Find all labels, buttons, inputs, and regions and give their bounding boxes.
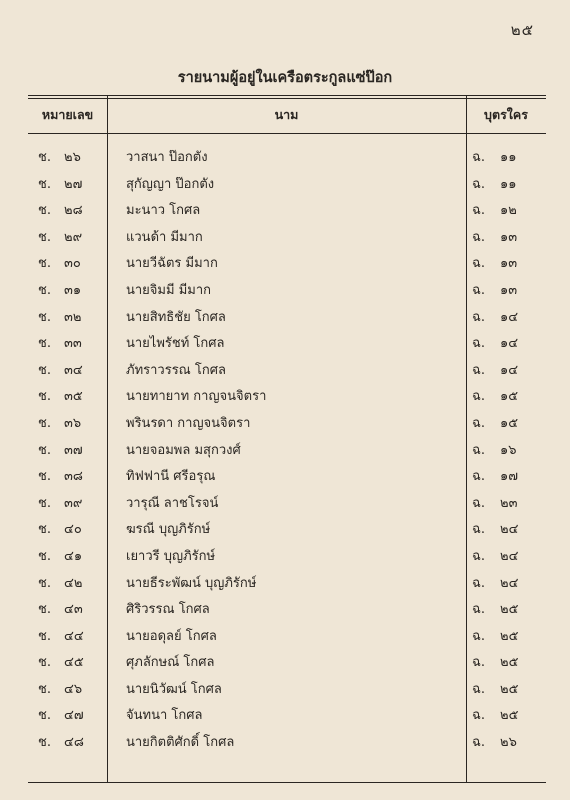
row-parent-number: ๑๑ (500, 150, 517, 165)
table-header-rule (28, 133, 546, 134)
row-parent-number: ๑๔ (500, 309, 519, 325)
row-name: นายจอมพล มสุกวงศ์ (126, 442, 241, 458)
row-prefix: ช. (38, 442, 51, 458)
row-name: ภัทราวรรณ โกศล (126, 362, 226, 378)
row-number: ๔๒ (64, 575, 83, 591)
row-number: ๓๘ (64, 469, 83, 485)
row-parent-number: ๒๕ (500, 655, 519, 671)
row-name: นายอดุลย์ โกศล (126, 628, 217, 644)
row-number: ๓๔ (64, 362, 83, 378)
row-number: ๓๙ (64, 495, 83, 511)
table-row (28, 146, 546, 173)
row-number: ๓๕ (64, 389, 83, 405)
row-name: ทิฟฟานี ศรีอรุณ (126, 469, 216, 485)
row-prefix: ช. (38, 256, 51, 272)
row-number: ๓๑ (64, 282, 82, 298)
row-prefix: ช. (38, 735, 51, 751)
row-parent-number: ๒๓ (500, 495, 518, 511)
row-parent-number: ๑๖ (500, 442, 517, 458)
row-name: นายธีระพัฒน์ บุญภิรักษ์ (126, 575, 257, 591)
row-prefix: ช. (38, 336, 51, 352)
row-prefix: ช. (38, 495, 51, 511)
row-number: ๔๘ (64, 735, 84, 751)
page-number: ๒๕ (510, 21, 534, 39)
row-parent-prefix: ฉ. (472, 282, 485, 298)
header-name: นาม (274, 107, 299, 122)
row-parent-prefix: ฉ. (472, 735, 485, 751)
table-row (28, 359, 546, 386)
table-row (28, 252, 546, 279)
row-parent-prefix: ฉ. (472, 309, 485, 325)
row-number: ๔๖ (64, 681, 83, 697)
row-number: ๒๖ (64, 150, 81, 165)
row-prefix: ช. (38, 389, 51, 405)
table-row (28, 731, 546, 758)
table-row (28, 332, 546, 359)
row-parent-number: ๑๕ (500, 415, 519, 431)
row-parent-number: ๒๔ (500, 522, 519, 538)
row-parent-prefix: ฉ. (472, 389, 485, 405)
table-row (28, 465, 546, 492)
row-number: ๓๓ (64, 336, 82, 352)
row-parent-prefix: ฉ. (472, 522, 485, 538)
table-body (28, 146, 546, 758)
row-parent-prefix: ฉ. (472, 628, 485, 644)
row-parent-prefix: ฉ. (472, 415, 485, 431)
row-name: นายจิมมี มีมาก (126, 282, 212, 298)
table-row (28, 651, 546, 678)
row-number: ๔๗ (64, 708, 84, 724)
row-name: วารุณี ลาชโรจน์ (126, 495, 219, 511)
row-parent-prefix: ฉ. (472, 336, 485, 352)
row-name: ศุภลักษณ์ โกศล (126, 655, 215, 671)
table-row (28, 545, 546, 572)
table-row (28, 704, 546, 731)
row-parent-prefix: ฉ. (472, 203, 485, 219)
row-name: นายสิทธิชัย โกศล (126, 309, 226, 325)
table-row (28, 678, 546, 705)
header-child-of: บุตรใคร (484, 107, 528, 122)
row-number: ๔๐ (64, 522, 82, 538)
row-name: นายไพรัชท์ โกศล (126, 336, 225, 352)
table-row (28, 385, 546, 412)
row-parent-number: ๑๗ (500, 469, 519, 485)
row-parent-number: ๒๕ (500, 708, 519, 724)
row-name: จันทนา โกศล (126, 708, 203, 724)
row-parent-number: ๒๕ (500, 681, 519, 697)
table-row (28, 492, 546, 519)
row-name: วาสนา ป๊อกตัง (126, 150, 208, 165)
header-number: หมายเลข (41, 107, 94, 122)
row-name: พรินรดา กาญจนจิตรา (126, 415, 251, 431)
row-prefix: ช. (38, 176, 51, 192)
row-prefix: ช. (38, 522, 51, 538)
row-parent-number: ๑๔ (500, 336, 519, 352)
table-row (28, 199, 546, 226)
table-row (28, 306, 546, 333)
row-parent-prefix: ฉ. (472, 655, 485, 671)
row-prefix: ช. (38, 469, 51, 485)
row-parent-number: ๒๔ (500, 548, 519, 564)
table-row (28, 572, 546, 599)
table-row (28, 598, 546, 625)
row-number: ๓๖ (64, 415, 82, 431)
row-parent-prefix: ฉ. (472, 229, 485, 245)
row-number: ๔๑ (64, 548, 83, 564)
row-name: สุกัญญา ป๊อกตัง (126, 176, 215, 192)
row-parent-number: ๑๓ (500, 229, 518, 245)
row-prefix: ช. (38, 548, 51, 564)
row-parent-number: ๒๕ (500, 628, 519, 644)
row-name: แวนด้า มีมาก (126, 229, 203, 245)
row-parent-number: ๑๔ (500, 362, 519, 378)
row-prefix: ช. (38, 708, 51, 724)
row-parent-number: ๒๔ (500, 575, 519, 591)
table-row (28, 173, 546, 200)
row-prefix: ช. (38, 575, 51, 591)
row-parent-prefix: ฉ. (472, 548, 485, 564)
row-prefix: ช. (38, 602, 51, 618)
row-prefix: ช. (38, 309, 51, 325)
table-row (28, 226, 546, 253)
table-row (28, 625, 546, 652)
row-prefix: ช. (38, 655, 51, 671)
row-parent-prefix: ฉ. (472, 150, 485, 165)
row-number: ๔๔ (64, 628, 84, 644)
row-parent-prefix: ฉ. (472, 176, 485, 192)
table-row (28, 518, 546, 545)
row-number: ๓๐ (64, 256, 81, 272)
row-name: เยาวรี บุญภิรักษ์ (126, 548, 216, 564)
row-parent-number: ๑๓ (500, 282, 518, 298)
row-parent-prefix: ฉ. (472, 708, 485, 724)
row-prefix: ช. (38, 282, 51, 298)
row-number: ๒๙ (64, 229, 83, 245)
row-parent-prefix: ฉ. (472, 495, 485, 511)
row-number: ๔๓ (64, 602, 83, 618)
row-parent-number: ๑๓ (500, 256, 518, 272)
row-number: ๒๗ (64, 176, 83, 192)
row-parent-prefix: ฉ. (472, 362, 485, 378)
row-parent-number: ๑๑ (500, 176, 517, 192)
row-prefix: ช. (38, 415, 51, 431)
row-prefix: ช. (38, 628, 51, 644)
row-number: ๓๒ (64, 309, 82, 325)
row-number: ๔๕ (64, 655, 84, 671)
row-name: มะนาว โกศล (126, 203, 201, 219)
row-number: ๒๘ (64, 203, 83, 219)
row-name: นายนิวัฒน์ โกศล (126, 681, 222, 697)
table-row (28, 412, 546, 439)
table-row (28, 279, 546, 306)
table-top-rule-double (28, 98, 546, 99)
row-name: ศิริวรรณ โกศล (126, 602, 210, 618)
row-name: ฆรณี บุญภิรักษ์ (126, 522, 211, 538)
row-name: นายวีฉัตร มีมาก (126, 256, 218, 272)
row-parent-number: ๒๕ (500, 602, 519, 618)
row-parent-prefix: ฉ. (472, 442, 485, 458)
row-prefix: ช. (38, 229, 51, 245)
row-parent-prefix: ฉ. (472, 681, 485, 697)
row-parent-prefix: ฉ. (472, 602, 485, 618)
row-parent-prefix: ฉ. (472, 575, 485, 591)
row-prefix: ช. (38, 150, 51, 165)
row-parent-number: ๑๒ (500, 203, 517, 219)
row-name: นายทายาท กาญจนจิตรา (126, 389, 267, 405)
table-bottom-rule (28, 782, 546, 783)
row-parent-prefix: ฉ. (472, 469, 485, 485)
row-prefix: ช. (38, 681, 51, 697)
row-parent-number: ๑๕ (500, 389, 519, 405)
table-top-rule (28, 95, 546, 96)
row-prefix: ช. (38, 203, 51, 219)
row-prefix: ช. (38, 362, 51, 378)
row-parent-number: ๒๖ (500, 735, 517, 751)
row-number: ๓๗ (64, 442, 83, 458)
row-parent-prefix: ฉ. (472, 256, 485, 272)
row-name: นายกิตติศักดิ์ โกศล (126, 735, 235, 751)
page-title: รายนามผู้อยู่ในเครือตระกูลแซ่ป๊อก (177, 69, 393, 86)
table-row (28, 439, 546, 466)
